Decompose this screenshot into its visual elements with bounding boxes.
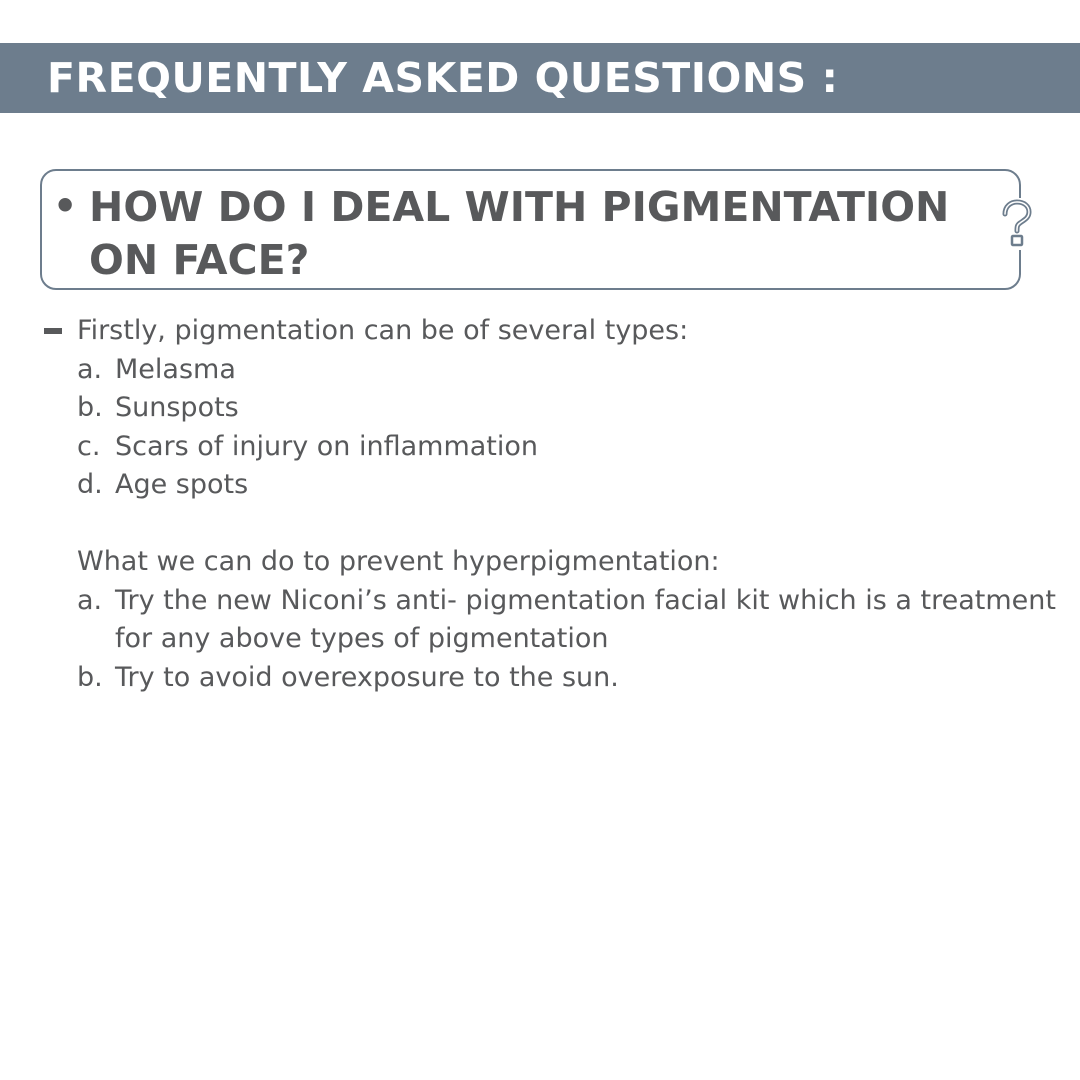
list-item <box>77 428 1067 467</box>
question-bullet: • <box>53 184 78 228</box>
answer-intro: Firstly, pigmentation can be of several types: <box>77 315 689 346</box>
dash-marker <box>44 328 62 334</box>
list-item-text: Melasma <box>115 353 236 385</box>
list-item-text: Scars of injury on inflammation <box>115 430 539 462</box>
answer-body <box>77 312 1067 697</box>
list-item-text: Try the new Niconi’s anti- pigmentation facial kit which is a treatment for any above types of pigmentation <box>115 584 1056 654</box>
page-title: FREQUENTLY ASKED QUESTIONS : <box>47 54 839 102</box>
question-mark-icon <box>997 198 1037 250</box>
list-marker: a. <box>77 584 103 616</box>
question-text: HOW DO I DEAL WITH PIGMENTATION ON FACE? <box>89 183 950 284</box>
list-marker: a. <box>77 353 103 385</box>
list-item <box>77 582 1067 659</box>
list-item <box>77 466 1067 505</box>
list-item-text: Sunspots <box>115 392 239 423</box>
list-marker: b. <box>77 392 103 423</box>
list-item-text: Age spots <box>115 469 249 500</box>
list-item <box>77 389 1067 428</box>
prevention-intro: What we can do to prevent hyperpigmentation: <box>77 546 720 577</box>
list-item <box>77 659 1067 698</box>
list-marker: b. <box>77 661 103 693</box>
spacer <box>77 505 1067 544</box>
list-item <box>77 351 1067 390</box>
list-item-text: Try to avoid overexposure to the sun. <box>115 661 619 693</box>
list-marker: d. <box>77 469 103 500</box>
list-marker: c. <box>77 430 101 462</box>
